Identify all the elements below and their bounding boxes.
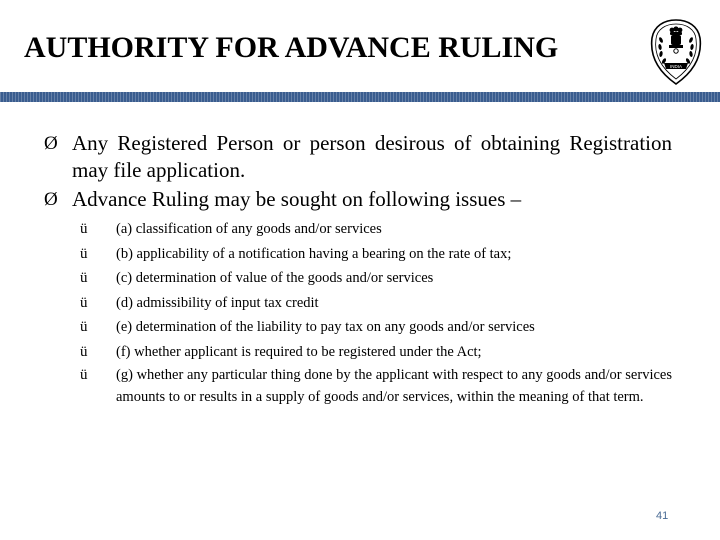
issue-text: (g) whether any particular thing done by the applicant with respect to any goods and/or services amounts to or results in a supply of goods and/or services, within the meaning of that term. (116, 367, 672, 405)
issue-text: (b) applicability of a notification having a bearing on the rate of tax; (116, 245, 512, 262)
checkmark-icon: ü (80, 343, 88, 360)
issue-text: (f) whether applicant is required to be registered under the Act; (116, 343, 482, 360)
issue-item (80, 217, 672, 242)
checkmark-icon: ü (80, 270, 88, 286)
bullet-item (44, 130, 672, 184)
issues-list (44, 217, 672, 408)
issue-item (80, 315, 672, 340)
issue-text: (c) determination of value of the goods and/or services (116, 270, 434, 286)
national-emblem-icon (648, 18, 704, 88)
issue-item (80, 291, 672, 316)
checkmark-icon: ü (80, 367, 88, 383)
slide-title: AUTHORITY FOR ADVANCE RULING (24, 31, 559, 64)
issue-item (80, 340, 672, 365)
checkmark-icon: ü (80, 245, 88, 262)
checkmark-icon: ü (80, 294, 88, 311)
issue-item (80, 364, 672, 408)
issue-item (80, 242, 672, 267)
title-divider-band (0, 92, 720, 102)
slide-content (44, 130, 672, 408)
issue-text: (d) admissibility of input tax credit (116, 294, 319, 311)
arrow-bullet-icon: Ø (44, 133, 58, 154)
issue-item (80, 266, 672, 291)
emblem-seal-text: INDIA (669, 64, 683, 69)
arrow-bullet-icon: Ø (44, 189, 58, 210)
bullet-text: Advance Ruling may be sought on following issues – (72, 187, 522, 211)
bullet-item (44, 186, 672, 213)
checkmark-icon: ü (80, 221, 88, 237)
issue-text: (e) determination of the liability to pay tax on any goods and/or services (116, 319, 535, 335)
bullet-text: Any Registered Person or person desirous of obtaining Registration may file application. (72, 131, 672, 182)
checkmark-icon: ü (80, 319, 88, 335)
issue-text: (a) classification of any goods and/or services (116, 221, 382, 237)
page-number: 41 (656, 510, 669, 522)
